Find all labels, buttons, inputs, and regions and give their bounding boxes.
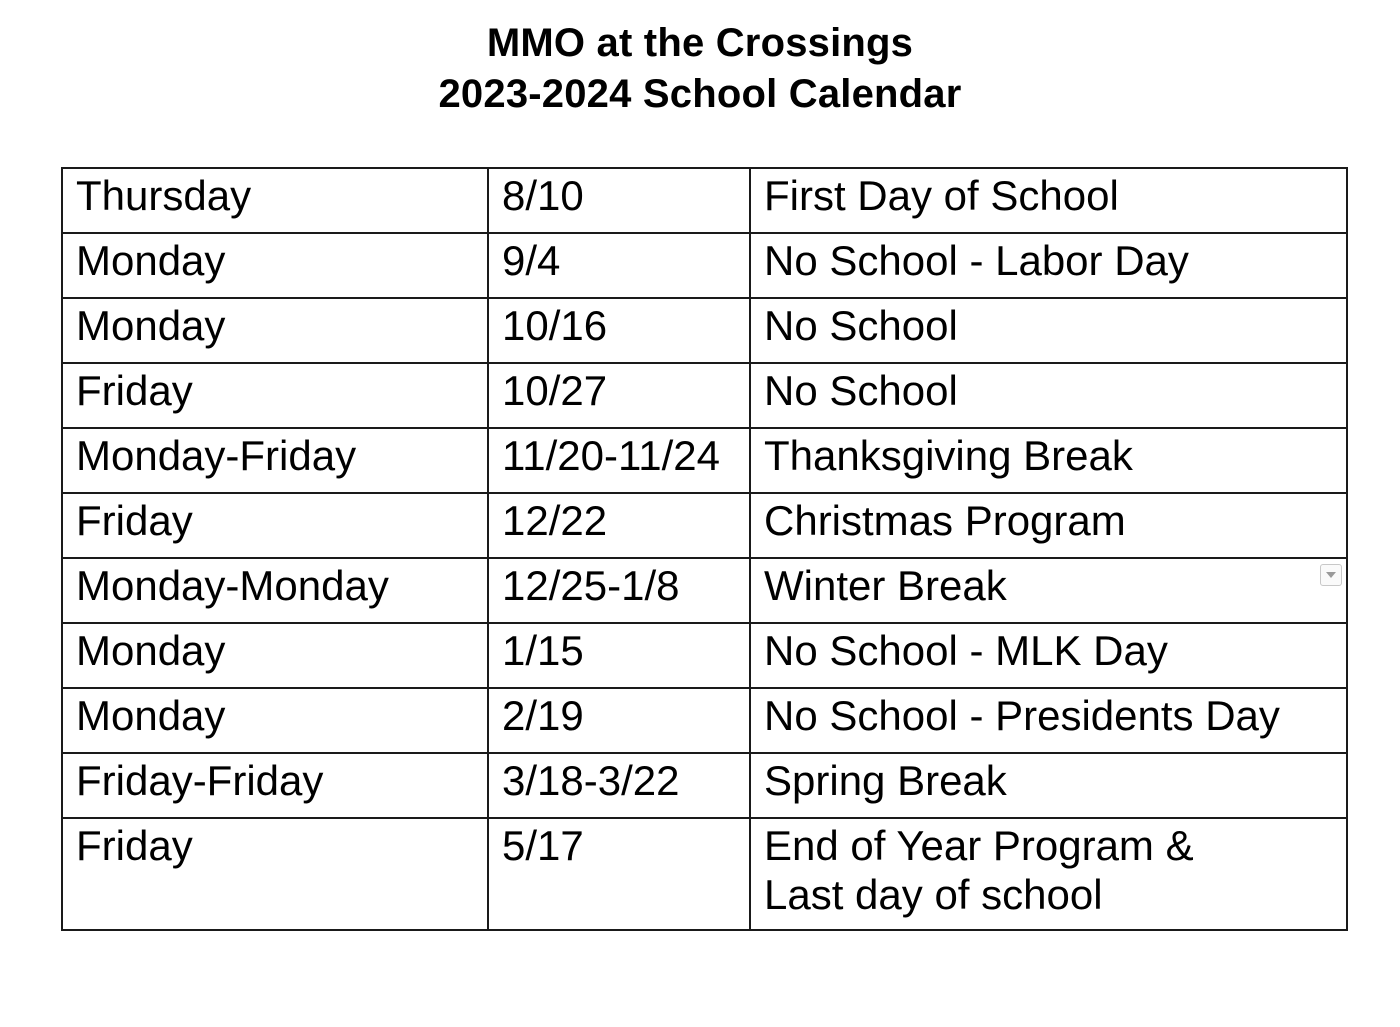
event-text: No School - Labor Day xyxy=(764,237,1189,284)
day-cell: Monday-Friday xyxy=(62,428,488,493)
day-cell: Friday xyxy=(62,363,488,428)
event-cell xyxy=(750,298,1347,363)
event-cell xyxy=(750,623,1347,688)
day-cell: Thursday xyxy=(62,168,488,233)
date-cell: 11/20-11/24 xyxy=(488,428,750,493)
day-cell: Monday xyxy=(62,623,488,688)
event-cell xyxy=(750,818,1347,930)
table-row xyxy=(62,168,1347,233)
date-cell: 12/25-1/8 xyxy=(488,558,750,623)
event-cell xyxy=(750,233,1347,298)
event-cell xyxy=(750,493,1347,558)
event-text: Spring Break xyxy=(764,757,1007,804)
table-row xyxy=(62,623,1347,688)
day-cell: Monday xyxy=(62,298,488,363)
day-cell: Friday xyxy=(62,818,488,930)
document-header xyxy=(0,18,1400,120)
event-cell xyxy=(750,428,1347,493)
date-cell: 1/15 xyxy=(488,623,750,688)
page-subtitle: 2023-2024 School Calendar xyxy=(438,72,962,116)
date-cell: 10/27 xyxy=(488,363,750,428)
school-calendar-table xyxy=(61,167,1348,931)
table-row xyxy=(62,818,1347,930)
page-title: MMO at the Crossings xyxy=(486,21,914,65)
event-cell xyxy=(750,753,1347,818)
chevron-down-icon[interactable] xyxy=(1320,564,1342,586)
event-cell xyxy=(750,363,1347,428)
event-text-line-2: Last day of school xyxy=(764,871,1103,918)
table-row xyxy=(62,493,1347,558)
event-cell xyxy=(750,558,1347,623)
event-text: No School - MLK Day xyxy=(764,627,1168,674)
table-row xyxy=(62,558,1347,623)
event-text: No School - Presidents Day xyxy=(764,692,1280,739)
table-row xyxy=(62,233,1347,298)
date-cell: 12/22 xyxy=(488,493,750,558)
event-text: End of Year Program & xyxy=(764,822,1194,869)
date-cell: 8/10 xyxy=(488,168,750,233)
day-cell: Friday xyxy=(62,493,488,558)
event-text: First Day of School xyxy=(764,172,1119,219)
day-cell: Monday-Monday xyxy=(62,558,488,623)
table-row xyxy=(62,753,1347,818)
event-text: No School xyxy=(764,302,958,349)
event-cell xyxy=(750,168,1347,233)
event-text: Christmas Program xyxy=(764,497,1126,544)
event-text: Thanksgiving Break xyxy=(764,432,1133,479)
date-cell: 2/19 xyxy=(488,688,750,753)
date-cell: 9/4 xyxy=(488,233,750,298)
table-row xyxy=(62,428,1347,493)
day-cell: Monday xyxy=(62,233,488,298)
table-row xyxy=(62,298,1347,363)
table-row xyxy=(62,363,1347,428)
event-text: No School xyxy=(764,367,958,414)
day-cell: Friday-Friday xyxy=(62,753,488,818)
date-cell: 3/18-3/22 xyxy=(488,753,750,818)
event-text: Winter Break xyxy=(764,562,1007,609)
day-cell: Monday xyxy=(62,688,488,753)
date-cell: 5/17 xyxy=(488,818,750,930)
table-row xyxy=(62,688,1347,753)
event-cell xyxy=(750,688,1347,753)
date-cell: 10/16 xyxy=(488,298,750,363)
